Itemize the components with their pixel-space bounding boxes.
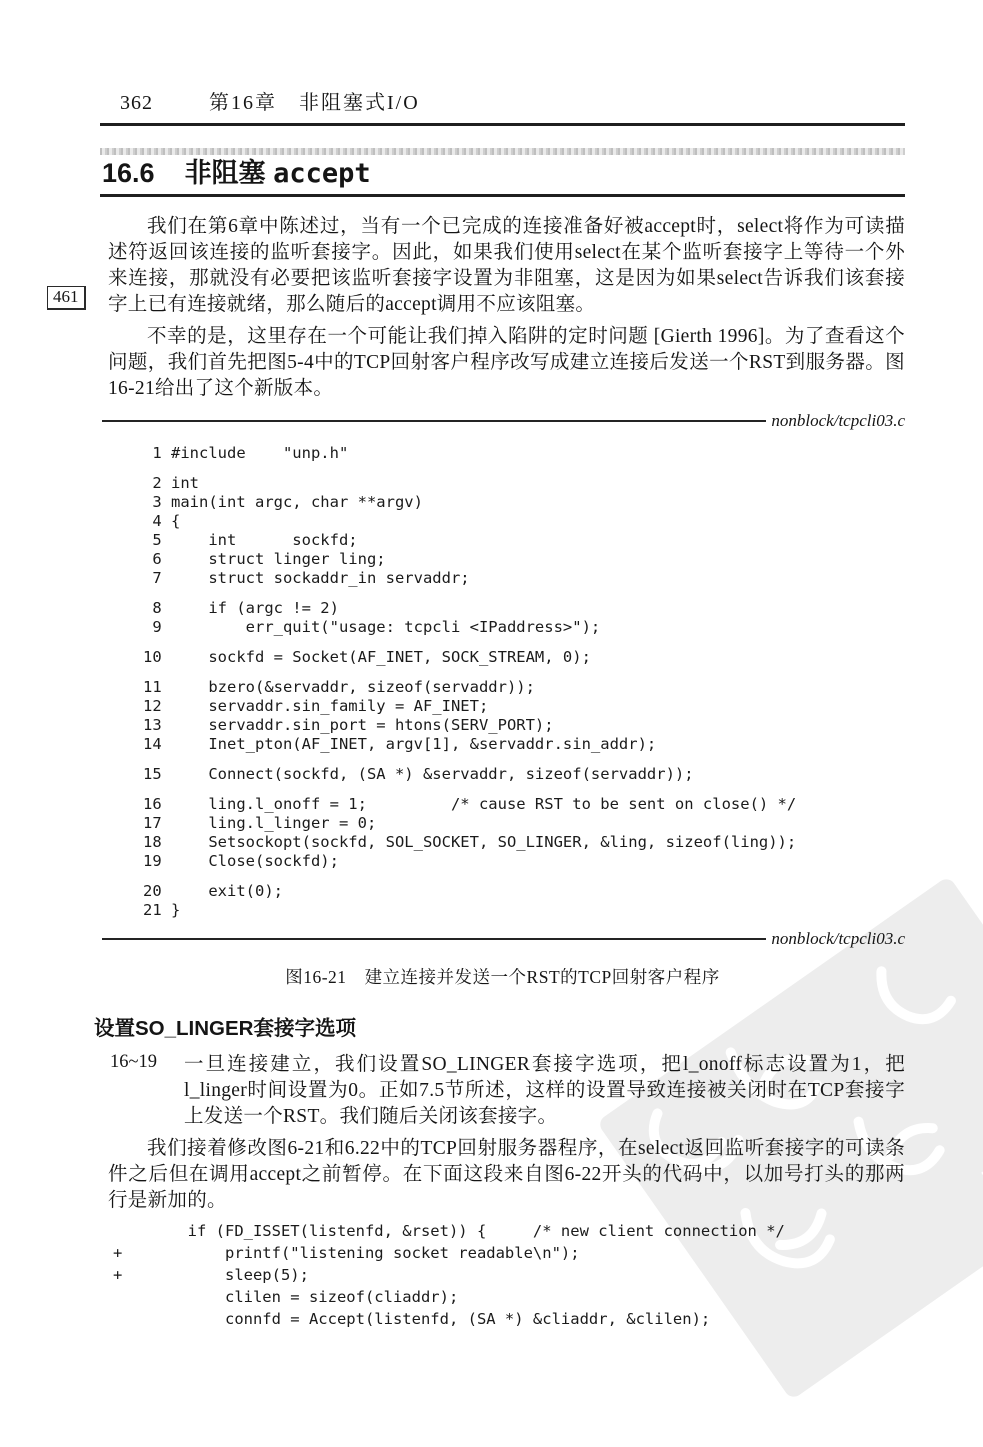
code-line: 13 servaddr.sin_port = htons(SERV_PORT); <box>143 716 554 734</box>
code-blank-line <box>143 754 905 765</box>
paragraph-timing-problem: 不幸的是，这里存在一个可能让我们掉入陷阱的定时问题 [Gierth 1996]。为了查看这个问题，我们首先把图5-4中的TCP回射客户程序改写成建立连接后发送一个RST到服务器。图16-21给出了这个新版本。 <box>108 326 905 399</box>
commentary-line-range: 16~19 <box>110 1052 158 1072</box>
code-blank-line <box>143 871 905 882</box>
paragraph-server-modification: 我们接着修改图6-21和6.22中的TCP回射服务器程序，在select返回监听套接字的可读条件之后但在调用accept之前暂停。在下面这段来自图6-22开头的代码中，以加号打头的那两行是新加的。 <box>108 1138 905 1211</box>
code-line: 5 int sockfd; <box>143 531 358 549</box>
code-line: 3 main(int argc, char **argv) <box>143 493 423 511</box>
code-line: 18 Setsockopt(sockfd, SOL_SOCKET, SO_LINGER, &ling, sizeof(ling)); <box>143 833 797 851</box>
code-line: 12 servaddr.sin_family = AF_INET; <box>143 697 489 715</box>
header-rule <box>100 123 905 126</box>
figure-caption-text: 建立连接并发送一个RST的TCP回射客户程序 <box>364 967 720 987</box>
section-number: 16.6 <box>102 158 155 188</box>
code-line: 11 bzero(&servaddr, sizeof(servaddr)); <box>143 678 535 696</box>
code-line: 7 struct sockaddr_in servaddr; <box>143 569 470 587</box>
paragraph-intro: 我们在第6章中陈述过，当有一个已完成的连接准备好被accept时，select将作为可读描述符返回该连接的监听套接字。因此，如果我们使用select在某个监听套接字上等待一个外来连接，那就没有必要把该监听套接字设置为非阻塞，这是因为如果select告诉我们该套接字上已有连接就绪，那么随后的accept调用不应该阻塞。 <box>108 216 905 315</box>
listing-top-rule <box>102 411 905 431</box>
code-blank-line <box>143 637 905 648</box>
section-title-code: accept <box>273 158 371 189</box>
code-line: if (FD_ISSET(listenfd, &rset)) { /* new client connection */ <box>113 1222 785 1240</box>
section-title <box>102 158 905 189</box>
commentary-text: 一旦连接建立，我们设置SO_LINGER套接字选项，把l_onoff标志设置为1，把l_linger时间设置为0。正如7.5节所述，这样的设置导致连接被关闭时在TCP套接字上发送一个RST。我们随后关闭该套接字。 <box>184 1054 905 1127</box>
code-line: 6 struct linger ling; <box>143 550 386 568</box>
page-number: 362 <box>120 92 153 114</box>
code-line: 19 Close(sockfd); <box>143 852 339 870</box>
code-line: 1 #include "unp.h" <box>143 444 349 462</box>
code-line: 8 if (argc != 2) <box>143 599 339 617</box>
code-blank-line <box>143 588 905 599</box>
code-line: + sleep(5); <box>113 1266 309 1284</box>
subheading-so-linger: 设置SO_LINGER套接字选项 <box>94 1017 356 1040</box>
line-commentary <box>100 1052 905 1130</box>
running-head <box>100 86 905 115</box>
code-blank-line <box>143 463 905 474</box>
code-blank-line <box>143 784 905 795</box>
halftone-band <box>100 148 905 155</box>
code-line: 15 Connect(sockfd, (SA *) &servaddr, sizeof(servaddr)); <box>143 765 694 783</box>
figure-caption <box>100 964 905 989</box>
code-line: 21 } <box>143 901 181 919</box>
title-rule <box>100 194 905 197</box>
code-line: 16 ling.l_onoff = 1; /* cause RST to be sent on close() */ <box>143 795 797 813</box>
source-file-label-top: nonblock/tcpcli03.c <box>771 411 905 430</box>
code-line: 17 ling.l_linger = 0; <box>143 814 377 832</box>
code-line: 10 sockfd = Socket(AF_INET, SOCK_STREAM, 0); <box>143 648 591 666</box>
listing-bottom-rule <box>102 929 905 949</box>
page-content <box>0 86 983 1332</box>
source-file-label-bottom: nonblock/tcpcli03.c <box>771 929 905 948</box>
code-line: 2 int <box>143 474 199 492</box>
code-line: clilen = sizeof(cliaddr); <box>113 1288 459 1306</box>
margin-page-note: 461 <box>47 286 86 310</box>
code-line: 4 { <box>143 512 181 530</box>
code-listing-tcpcli03 <box>143 444 905 920</box>
code-blank-line <box>143 667 905 678</box>
code-line: + printf("listening socket readable\n"); <box>113 1244 580 1262</box>
section-title-text: 非阻塞 accept <box>184 158 371 189</box>
code-line: 20 exit(0); <box>143 882 283 900</box>
code-line: 14 Inet_pton(AF_INET, argv[1], &servaddr.sin_addr); <box>143 735 657 753</box>
code-line: 9 err_quit("usage: tcpcli <IPaddress>"); <box>143 618 601 636</box>
chapter-title: 第16章 非阻塞式I/O <box>209 92 420 114</box>
code-snippet-accept <box>113 1222 905 1332</box>
figure-number: 图16-21 <box>285 967 347 987</box>
code-line: connfd = Accept(listenfd, (SA *) &cliaddr, &clilen); <box>113 1310 711 1328</box>
